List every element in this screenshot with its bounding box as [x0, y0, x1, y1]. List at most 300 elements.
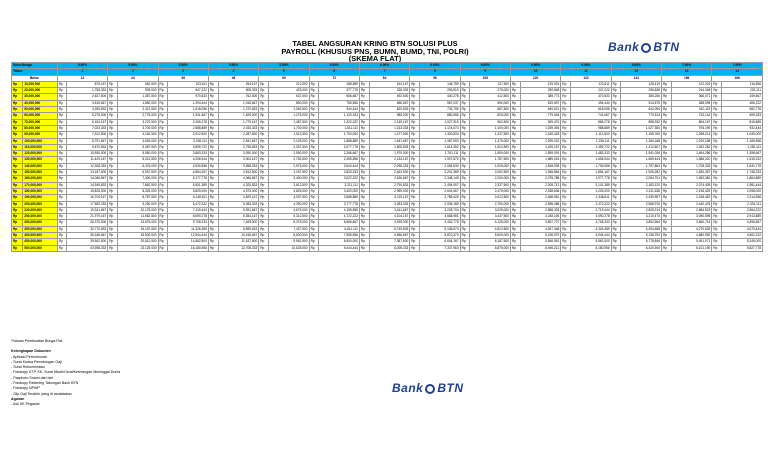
installment-value: 494,444 [570, 100, 611, 106]
cell-currency: Rp [460, 195, 470, 201]
cell-currency: Rp [57, 157, 67, 163]
installment-value: 4,530,556 [168, 163, 209, 169]
cell-currency: Rp [460, 233, 470, 239]
installment-value: 1,925,000 [470, 163, 511, 169]
cell-currency: Rp [359, 151, 369, 157]
cell-currency: Rp [359, 138, 369, 144]
installment-value: 116,556 [721, 81, 762, 87]
cell-currency: Rp [510, 132, 520, 138]
header-cell: 108 [460, 75, 510, 81]
cell-currency: Rp [410, 151, 420, 157]
installment-value: 2,077,778 [319, 144, 360, 150]
installment-value: 7,912,500 [67, 132, 108, 138]
installment-value: 10,166,667 [218, 233, 259, 239]
cell-currency: Rp [309, 100, 319, 106]
cell-currency: Rp [208, 195, 218, 201]
installment-value: 1,779,167 [218, 119, 259, 125]
cell-currency: Rp [309, 138, 319, 144]
header-cell: 3 [158, 69, 208, 75]
cell-currency: Rp [661, 195, 671, 201]
plafond-value: 200,000,000 [23, 201, 58, 207]
installment-value: 256,838 [621, 88, 662, 94]
cell-currency: Rp [410, 226, 420, 232]
cell-currency: Rp [259, 214, 269, 220]
cell-currency: Rp [359, 144, 369, 150]
installment-value: 30,770,833 [67, 226, 108, 232]
installment-value: 2,641,667 [419, 188, 460, 194]
cell-currency: Rp [661, 119, 671, 125]
installment-value: 11,326,389 [168, 226, 209, 232]
installment-value: 1,412,607 [621, 144, 662, 150]
installment-value: 1,027,350 [621, 125, 662, 131]
plafond-currency: Rp [12, 163, 23, 169]
installment-value: 16,187,500 [117, 226, 158, 232]
installment-value: 2,588,889 [168, 125, 209, 131]
installment-value: 1,541,026 [621, 151, 662, 157]
installment-value: 4,270,833 [671, 226, 712, 232]
installment-value: 944,444 [319, 107, 360, 113]
cell-currency: Rp [108, 233, 118, 239]
cell-currency: Rp [309, 132, 319, 138]
cell-currency: Rp [712, 220, 722, 226]
installment-value: 2,684,524 [671, 207, 712, 213]
installment-value: 1,098,214 [671, 132, 712, 138]
plafond-currency: Rp [12, 138, 23, 144]
installment-value: 1,282,111 [721, 144, 762, 150]
cell-currency: Rp [57, 195, 67, 201]
cell-currency: Rp [57, 245, 67, 251]
installment-value: 1,912,500 [268, 132, 309, 138]
installment-value: 1,730,556 [570, 163, 611, 169]
cell-currency: Rp [510, 138, 520, 144]
installment-value: 550,000 [470, 100, 511, 106]
installment-value: 466,222 [721, 100, 762, 106]
installment-value: 4,829,167 [218, 195, 259, 201]
cell-currency: Rp [359, 182, 369, 188]
header-cell: 156 [661, 75, 711, 81]
installment-value: 122,024 [671, 81, 712, 87]
cell-currency: Rp [108, 201, 118, 207]
cell-currency: Rp [208, 207, 218, 213]
installment-value: 7,337,963 [419, 245, 460, 251]
plafond-currency: Rp [12, 188, 23, 194]
installment-value: 2,975,000 [268, 163, 309, 169]
cell-currency: Rp [309, 170, 319, 176]
installment-value: 4,625,000 [117, 138, 158, 144]
installment-value: 1,062,500 [268, 107, 309, 113]
installment-value: 293,519 [419, 88, 460, 94]
installment-value: 647,222 [168, 88, 209, 94]
installment-value: 4,395,833 [67, 107, 108, 113]
installment-value: 5,562,500 [570, 239, 611, 245]
cell-currency: Rp [561, 188, 571, 194]
header-cell: 96 [410, 75, 460, 81]
installment-value: 3,559,722 [168, 144, 209, 150]
cell-currency: Rp [359, 113, 369, 119]
header-cell: 1 [57, 69, 107, 75]
cell-currency: Rp [208, 157, 218, 163]
cell-currency: Rp [712, 132, 722, 138]
cell-currency: Rp [158, 107, 168, 113]
cell-currency: Rp [208, 107, 218, 113]
cell-currency: Rp [712, 170, 722, 176]
cell-currency: Rp [309, 125, 319, 131]
installment-value: 7,862,500 [117, 182, 158, 188]
installment-value: 4,494,658 [621, 226, 662, 232]
installment-value: 733,796 [419, 107, 460, 113]
cell-currency: Rp [460, 94, 470, 100]
cell-currency: Rp [410, 239, 420, 245]
installment-value: 2,337,500 [268, 144, 309, 150]
installment-value: 779,545 [520, 113, 561, 119]
installment-value: 1,467,593 [419, 138, 460, 144]
header-cell: 13 [661, 69, 711, 75]
agunan-item: - Asli SK Pegawai [11, 402, 40, 407]
cell-currency: Rp [309, 144, 319, 150]
installment-value: 1,818,939 [520, 163, 561, 169]
installment-value: 12,308,333 [67, 163, 108, 169]
cell-currency: Rp [611, 88, 621, 94]
cell-currency: Rp [108, 195, 118, 201]
cell-currency: Rp [208, 170, 218, 176]
logo-text-btn: BTN [437, 381, 464, 395]
installment-value: 5,778,846 [621, 239, 662, 245]
cell-currency: Rp [359, 176, 369, 182]
installment-value: 865,278 [570, 119, 611, 125]
cell-currency: Rp [57, 144, 67, 150]
cell-currency: Rp [259, 132, 269, 138]
cell-currency: Rp [309, 81, 319, 87]
installment-value: 21,979,167 [67, 214, 108, 220]
installment-value: 488,095 [671, 100, 712, 106]
cell-currency: Rp [309, 94, 319, 100]
cell-currency: Rp [158, 157, 168, 163]
cell-currency: Rp [309, 220, 319, 226]
cell-currency: Rp [510, 119, 520, 125]
installment-value: 2,287,500 [218, 132, 259, 138]
cell-currency: Rp [712, 107, 722, 113]
installment-value: 5,087,500 [117, 144, 158, 150]
plafond-currency: Rp [12, 100, 23, 106]
cell-currency: Rp [208, 201, 218, 207]
cell-currency: Rp [57, 207, 67, 213]
cell-currency: Rp [712, 157, 722, 163]
plafond-value: 10,000,000 [23, 81, 58, 87]
doc-item: - Slip Gaji Terakhir yang di tandatakan [11, 391, 72, 396]
cell-currency: Rp [108, 226, 118, 232]
cell-currency: Rp [510, 88, 520, 94]
installment-value: 212,500 [268, 81, 309, 87]
installment-value: 985,000 [369, 113, 410, 119]
cell-currency: Rp [359, 220, 369, 226]
cell-currency: Rp [259, 182, 269, 188]
btn-logo-top [608, 40, 680, 54]
cell-currency: Rp [460, 100, 470, 106]
installment-value: 566,667 [319, 94, 360, 100]
cell-currency: Rp [359, 188, 369, 194]
cell-currency: Rp [410, 144, 420, 150]
cell-currency: Rp [661, 226, 671, 232]
cell-currency: Rp [611, 245, 621, 251]
header-cell: 60 [259, 75, 309, 81]
cell-currency: Rp [661, 182, 671, 188]
plafond-currency: Rp [12, 170, 23, 176]
header-cell: 5.50% [158, 63, 208, 69]
cell-currency: Rp [259, 138, 269, 144]
installment-value: 2,134,167 [369, 157, 410, 163]
cell-currency: Rp [510, 81, 520, 87]
cell-currency: Rp [158, 245, 168, 251]
cell-currency: Rp [57, 214, 67, 220]
cell-currency: Rp [158, 81, 168, 87]
installment-value: 2,644,444 [319, 163, 360, 169]
installment-value: 4,402,778 [419, 220, 460, 226]
cell-currency: Rp [158, 132, 168, 138]
cell-currency: Rp [108, 170, 118, 176]
installment-value: 23,125,000 [117, 245, 158, 251]
cell-currency: Rp [510, 214, 520, 220]
installment-value: 850,000 [268, 100, 309, 106]
cell-currency: Rp [460, 119, 470, 125]
installment-value: 1,850,000 [117, 100, 158, 106]
installment-value: 1,586,310 [671, 157, 712, 163]
plafond-currency: Rp [12, 182, 23, 188]
installment-value: 2,472,222 [570, 201, 611, 207]
cell-currency: Rp [460, 138, 470, 144]
plafond-currency: Rp [12, 132, 23, 138]
installment-value: 1,359,722 [570, 144, 611, 150]
installment-value: 9,250,000 [117, 201, 158, 207]
cell-currency: Rp [712, 239, 722, 245]
installment-value: 8,791,667 [67, 138, 108, 144]
cell-currency: Rp [510, 226, 520, 232]
header-cell: 6.00% [460, 63, 510, 69]
cell-currency: Rp [108, 119, 118, 125]
installment-value: 1,112,500 [570, 132, 611, 138]
cell-currency: Rp [611, 195, 621, 201]
cell-currency: Rp [561, 151, 571, 157]
header-cell: 36 [158, 75, 208, 81]
cell-currency: Rp [510, 107, 520, 113]
title-line-3: (SKEMA FLAT) [348, 54, 402, 63]
cell-currency: Rp [510, 113, 520, 119]
installment-value: 43,958,333 [67, 245, 108, 251]
installment-value: 1,270,833 [218, 107, 259, 113]
cell-currency: Rp [460, 226, 470, 232]
cell-currency: Rp [561, 157, 571, 163]
cell-currency: Rp [57, 94, 67, 100]
header-cell: 6.00% [359, 63, 409, 69]
installment-value: 4,547,348 [520, 226, 561, 232]
installment-value: 2,541,667 [218, 138, 259, 144]
installment-value: 1,429,167 [520, 144, 561, 150]
header-cell: 48 [208, 75, 258, 81]
installment-value: 4,662,222 [721, 233, 762, 239]
plafond-currency: Rp [12, 226, 23, 232]
installment-value: 1,237,500 [470, 132, 511, 138]
installment-value: 2,337,500 [470, 182, 511, 188]
cell-currency: Rp [410, 201, 420, 207]
installment-value: 3,852,564 [621, 220, 662, 226]
installment-value: 2,101,389 [570, 182, 611, 188]
cell-currency: Rp [611, 100, 621, 106]
installment-value: 3,812,500 [218, 170, 259, 176]
cell-currency: Rp [57, 138, 67, 144]
plafond-value: 130,000,000 [23, 157, 58, 163]
installment-value: 5,177,778 [168, 176, 209, 182]
cell-currency: Rp [611, 113, 621, 119]
installment-value: 1,758,333 [67, 88, 108, 94]
installment-value: 1,854,167 [570, 170, 611, 176]
cell-currency: Rp [309, 163, 319, 169]
cell-currency: Rp [208, 138, 218, 144]
installment-value: 1,515,222 [721, 157, 762, 163]
cell-currency: Rp [309, 239, 319, 245]
installment-value: 4,079,444 [721, 226, 762, 232]
installment-value: 7,555,556 [319, 233, 360, 239]
header-cell: 12 [57, 75, 107, 81]
installment-value: 656,667 [369, 100, 410, 106]
installment-value: 2,494,907 [419, 182, 460, 188]
cell-currency: Rp [259, 226, 269, 232]
cell-currency: Rp [108, 245, 118, 251]
cell-currency: Rp [410, 170, 420, 176]
installment-value: 5,870,370 [419, 233, 460, 239]
cell-currency: Rp [410, 214, 420, 220]
installment-value: 1,761,111 [419, 151, 460, 157]
installment-value: 2,054,630 [419, 163, 460, 169]
plafond-currency: Rp [12, 151, 23, 157]
cell-currency: Rp [57, 81, 67, 87]
header-label: Bulan [12, 75, 58, 81]
plafond-currency: Rp [12, 195, 23, 201]
cell-currency: Rp [309, 182, 319, 188]
installment-value: 247,222 [570, 88, 611, 94]
installment-value: 3,228,704 [419, 207, 460, 213]
cell-currency: Rp [661, 157, 671, 163]
installment-value: 3,400,000 [319, 188, 360, 194]
cell-currency: Rp [561, 81, 571, 87]
installment-value: 19,341,667 [67, 207, 108, 213]
installment-value: 3,558,333 [218, 163, 259, 169]
installment-value: 1,322,222 [319, 119, 360, 125]
cell-currency: Rp [611, 125, 621, 131]
installment-value: 1,169,318 [520, 132, 561, 138]
cell-currency: Rp [259, 125, 269, 131]
cell-currency: Rp [259, 107, 269, 113]
cell-currency: Rp [561, 239, 571, 245]
plafond-value: 300,000,000 [23, 220, 58, 226]
installment-value: 3,283,333 [369, 201, 410, 207]
installment-value: 5,245,000 [721, 239, 762, 245]
cell-currency: Rp [661, 170, 671, 176]
cell-currency: Rp [661, 201, 671, 207]
cell-currency: Rp [561, 88, 571, 94]
cell-currency: Rp [510, 188, 520, 194]
cell-currency: Rp [57, 88, 67, 94]
installment-value: 4,037,500 [268, 195, 309, 201]
cell-currency: Rp [611, 188, 621, 194]
header-cell: 84 [359, 75, 409, 81]
cell-currency: Rp [108, 220, 118, 226]
installment-value: 508,333 [218, 88, 259, 94]
cell-currency: Rp [309, 201, 319, 207]
plafond-value: 60,000,000 [23, 113, 58, 119]
installment-value: 3,236,111 [168, 138, 209, 144]
installment-value: 14,066,667 [67, 176, 108, 182]
cell-currency: Rp [259, 233, 269, 239]
cell-currency: Rp [460, 170, 470, 176]
installment-value: 2,439,957 [621, 195, 662, 201]
installment-value: 1,342,262 [671, 144, 712, 150]
cell-currency: Rp [661, 107, 671, 113]
cell-currency: Rp [208, 113, 218, 119]
installment-value: 2,795,833 [218, 144, 259, 150]
installment-value: 5,825,000 [168, 188, 209, 194]
installment-value: 2,265,278 [168, 119, 209, 125]
plafond-value: 350,000,000 [23, 226, 58, 232]
installment-value: 3,050,000 [218, 151, 259, 157]
cell-currency: Rp [309, 113, 319, 119]
installment-value: 9,444,444 [319, 245, 360, 251]
header-cell: 168 [712, 75, 763, 81]
installment-value: 6,375,000 [268, 220, 309, 226]
plafond-value: 80,000,000 [23, 125, 58, 131]
cell-currency: Rp [510, 220, 520, 226]
installment-value: 7,400,000 [117, 176, 158, 182]
installment-value: 1,133,333 [319, 113, 360, 119]
cell-currency: Rp [57, 113, 67, 119]
cell-currency: Rp [661, 132, 671, 138]
installment-value: 1,830,357 [671, 170, 712, 176]
cell-currency: Rp [611, 81, 621, 87]
installment-value: 3,400,000 [268, 176, 309, 182]
header-cell: 5.00% [57, 63, 107, 69]
plafond-value: 120,000,000 [23, 151, 58, 157]
installment-value: 6,101,190 [671, 245, 712, 251]
cell-currency: Rp [208, 81, 218, 87]
cell-currency: Rp [309, 151, 319, 157]
installment-value: 10,550,000 [67, 151, 108, 157]
cell-currency: Rp [611, 201, 621, 207]
cell-currency: Rp [158, 188, 168, 194]
installment-value: 642,094 [621, 107, 662, 113]
plafond-value: 500,000,000 [23, 245, 58, 251]
cell-currency: Rp [108, 188, 118, 194]
installment-value: 2,033,333 [218, 125, 259, 131]
header-cell: 6.00% [510, 63, 560, 69]
cell-currency: Rp [661, 125, 671, 131]
installment-value: 1,641,667 [369, 138, 410, 144]
installment-value: 4,155,556 [319, 207, 360, 213]
installment-value: 815,889 [721, 119, 762, 125]
footnote: *Satuan Pembulatan Bunga Flat [11, 339, 63, 343]
cell-currency: Rp [158, 226, 168, 232]
installment-value: 7,387,500 [369, 239, 410, 245]
cell-currency: Rp [208, 88, 218, 94]
plafond-currency: Rp [12, 233, 23, 239]
installment-value: 9,708,333 [168, 220, 209, 226]
agunan-list [11, 402, 120, 407]
cell-currency: Rp [309, 226, 319, 232]
cell-currency: Rp [561, 94, 571, 100]
cell-currency: Rp [259, 188, 269, 194]
installment-value: 1,952,381 [671, 176, 712, 182]
cell-currency: Rp [460, 125, 470, 131]
cell-currency: Rp [611, 163, 621, 169]
installment-value: 2,762,500 [268, 157, 309, 163]
installment-value: 2,208,712 [520, 182, 561, 188]
